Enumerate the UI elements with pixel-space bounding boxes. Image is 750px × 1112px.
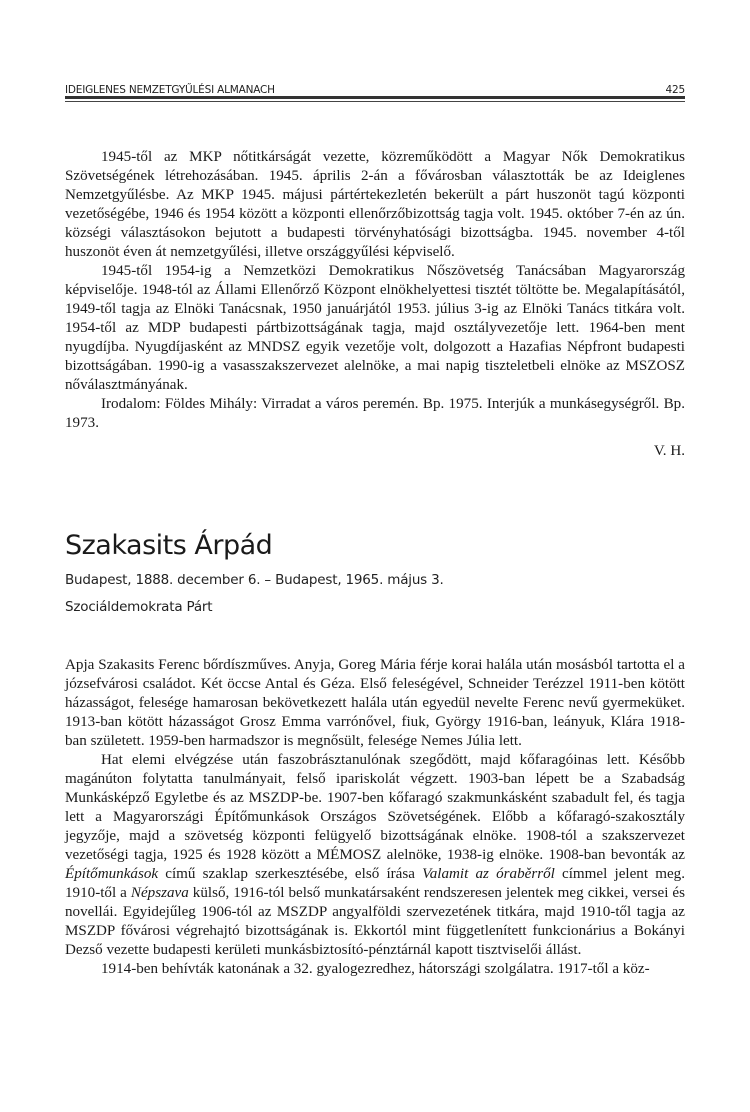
entry-biography [65,656,685,979]
italic-title: Népszava [130,885,189,901]
previous-entry-text [65,148,685,461]
paragraph: Apja Szakasits Ferenc bőrdíszműves. Anyja, Goreg Mária férje korai halála után mosásból tartotta el a józsefvárosi családot. Két öccse Antal és Géza. Első feleségével, Schneider Terézzel 1911-ben kötött házasságot, felesége hamarosan bekövetkezett halála után egyedül nevelte Ferenc nevű gyermeküket. 1913-ban kötött házasságot Grosz Emma varrónővel, fiuk, György 1916-ban, leányuk, Klára 1918-ban született. 1959-ben harmadszor is megnősült, felesége Nemes Júlia lett. [65,657,685,749]
text-run: Hat elemi elvégzése után faszobrásztanulónak szegődött, majd kőfaragóinas lett. Később magánúton folytatta tanulmányait, felső ipariskolát végzett. 1903-ban lépett be a Szabadság Munkásképző Egyletbe és az MSZDP-be. 1907-ben kőfaragó szakmunkásként szabadult fel, és tagja lett a Magyarországi Építőmunkások Országos Szövetségének. Előbb a kőfaragó-szakosztály jegyzője, majd a szövetség központi felügyelő bizottságának elnöke. 1908-tól a szakszervezet vezetőségi tagja, 1925 és 1928 között a MÉMOSZ alelnöke, 1938-ig elnöke. 1908-ban bevonták az [65,752,685,863]
text-run: címmel jelent meg. 1910-től a [65,866,686,901]
text-run: című szaklap szerkesztésébe, első írása [158,866,423,882]
entry-title: Szakasits Árpád [65,530,273,561]
italic-title: Építőmunkások [65,866,159,882]
text-run: külső, 1916-tól belső munkatársaként rendszeresen jelentek meg cikkei, versei és novellái. Egyidejűleg 1906-tól az MSZDP angyalföldi szervezetének titkára, majd 1910-től tagja az MSZDP fővárosi végrehajtó bizottságának is. Ekkortól mint függetlenített funkcionárius a Bokányi Dezső vezette budapesti kerületi munkásbiztosító-pénztárnál kapott tisztviselői állást. [65,885,685,958]
entry-party: Szociáldemokrata Párt [65,599,213,615]
entry-dates: Budapest, 1888. december 6. – Budapest, 1965. május 3. [65,572,444,588]
paragraph: 1914-ben behívták katonának a 32. gyalogezredhez, hátországi szolgálatra. 1917-től a köz- [101,961,650,977]
paragraph [65,751,685,960]
bibliography: Irodalom: Földes Mihály: Virradat a város peremén. Bp. 1975. Interjúk a munkásegységről. Bp. 1973. [65,396,685,431]
header-rule-thin [65,101,685,102]
header-rule-thick [65,96,685,99]
page-number: 425 [665,84,685,96]
running-header [65,80,685,96]
italic-title: Valamit az óraběrről [422,866,555,882]
publication-title: IDEIGLENES NEMZETGYŰLÉSI ALMANACH [65,84,275,96]
paragraph: 1945-től az MKP nőtitkárságát vezette, közreműködött a Magyar Nők Demokratikus Szövetségének létrehozásában. 1945. április 2-án a fővárosban választották be az Ideiglenes Nemzetgyűlésbe. Az MKP 1945. májusi pártértekezletén bekerült a párt huszonöt tagú központi vezetőségébe, 1946 és 1954 között a központi ellenőrzőbizottság tagja volt. 1945. október 7-én az ún. községi választásokon bejutott a budapesti törvényhatósági bizottságba. 1945. november 4-től huszonöt éven át nemzetgyűlési, illetve országgyűlési képviselő. [65,149,685,260]
paragraph: 1945-től 1954-ig a Nemzetközi Demokratikus Nőszövetség Tanácsában Magyarország képviselője. 1948-tól az Állami Ellenőrző Központ elnökhelyettesi tisztét töltötte be. Megalapításától, 1949-től tagja az Elnöki Tanácsnak, 1950 januárjától 1953. július 3-ig az Elnöki Tanács titkára volt. 1954-től az MDP budapesti pártbizottságának tagja, majd osztályvezetője lett. 1964-ben ment nyugdíjba. Nyugdíjasként az MNDSZ egyik vezetője volt, dolgozott a Hazafias Népfront budapesti bizottságában. 1990-ig a vasasszakszervezet alelnöke, a mai napig tiszteletbeli elnöke az MSZOSZ nőválasztmányának. [65,263,685,393]
author-signature: V. H. [653,443,685,459]
